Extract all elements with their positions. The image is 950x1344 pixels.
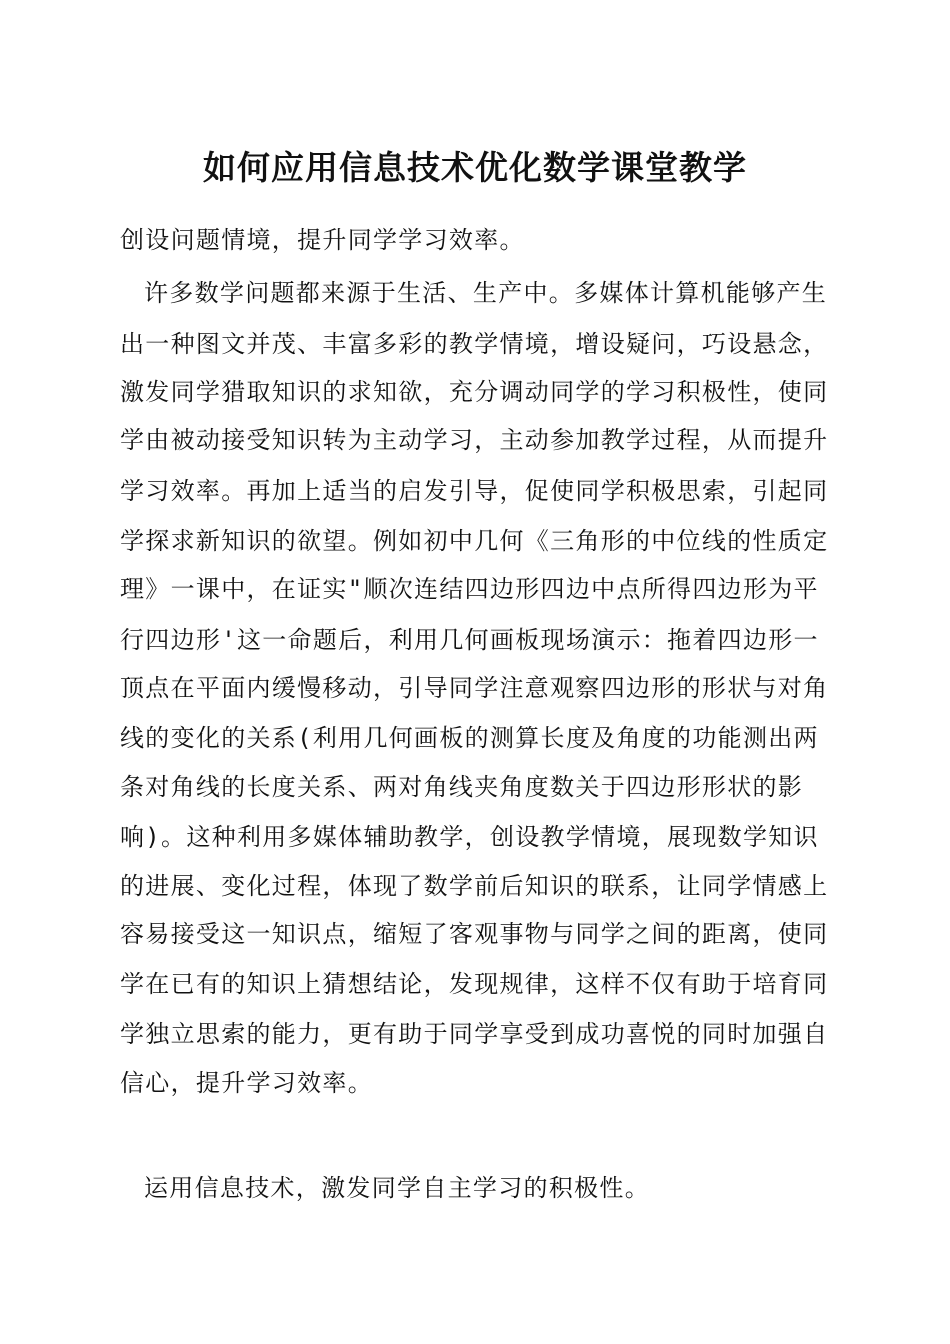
paragraph-line: 响)。这种利用多媒体辅助教学，创设教学情境，展现数学知识 xyxy=(120,823,819,851)
paragraph-line: 线的变化的关系(利用几何画板的测算长度及角度的功能测出两 xyxy=(120,724,819,752)
paragraph-line: 容易接受这一知识点，缩短了客观事物与同学之间的距离，使同 xyxy=(120,920,829,948)
paragraph-line: 许多数学问题都来源于生活、生产中。多媒体计算机能够产生 xyxy=(144,279,828,307)
paragraph-line: 行四边形'这一命题后，利用几何画板现场演示：拖着四边形一 xyxy=(120,626,819,654)
document-title: 如何应用信息技术优化数学课堂教学 xyxy=(203,148,747,187)
section-heading-1: 创设问题情境，提升同学学习效率。 xyxy=(120,226,525,254)
paragraph-line: 条对角线的长度关系、两对角线夹角度数关于四边形形状的影 xyxy=(120,773,804,801)
paragraph-line: 顶点在平面内缓慢移动，引导同学注意观察四边形的形状与对角 xyxy=(120,674,829,702)
section-heading-2: 运用信息技术，激发同学自主学习的积极性。 xyxy=(144,1174,650,1202)
paragraph-line: 学由被动接受知识转为主动学习，主动参加教学过程，从而提升 xyxy=(120,426,829,454)
paragraph-line: 学探求新知识的欲望。例如初中几何《三角形的中位线的性质定 xyxy=(120,527,829,555)
paragraph-line: 的进展、变化过程，体现了数学前后知识的联系，让同学情感上 xyxy=(120,872,829,900)
paragraph-line: 激发同学猎取知识的求知欲，充分调动同学的学习积极性，使同 xyxy=(120,378,829,406)
paragraph-line: 理》一课中，在证实"顺次连结四边形四边中点所得四边形为平 xyxy=(120,575,819,603)
paragraph-line: 出一种图文并茂、丰富多彩的教学情境，增设疑问，巧设悬念， xyxy=(120,330,829,358)
paragraph-line: 学在已有的知识上猜想结论，发现规律，这样不仅有助于培育同 xyxy=(120,970,829,998)
paragraph-line: 信心，提升学习效率。 xyxy=(120,1069,373,1097)
paragraph-line: 学独立思索的能力，更有助于同学享受到成功喜悦的同时加强自 xyxy=(120,1020,829,1048)
paragraph-line: 学习效率。再加上适当的启发引导，促使同学积极思索，引起同 xyxy=(120,477,829,505)
